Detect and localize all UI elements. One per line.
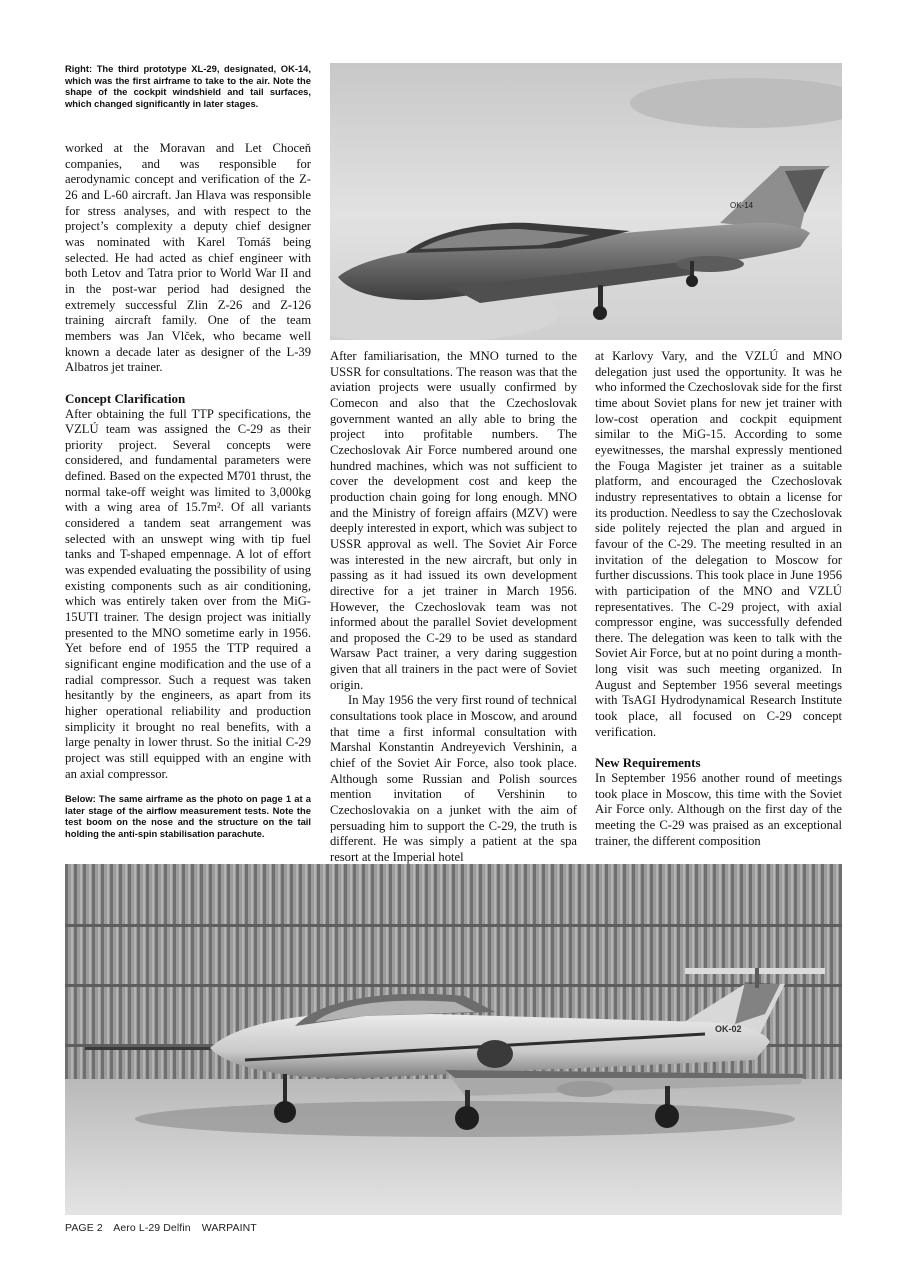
publication-title: Aero L-29 Delfin (113, 1222, 191, 1234)
page-footer (65, 1222, 265, 1234)
column-1 (65, 141, 311, 782)
series-name: WARPAINT (201, 1222, 257, 1234)
top-photo-caption: Right: The third prototype XL-29, designated, OK-14, which was the first airframe to take to the air. Note the shape of the cockpit windshield and tail surfaces, which changed significantly in later stages. (65, 63, 311, 109)
column-3 (595, 349, 842, 849)
page-number: PAGE 2 (65, 1222, 103, 1234)
bottom-photo-caption: Below: The same airframe as the photo on page 1 at a later stage of the airflow measurement tests. Note the test boom on the nose and the structure on the tail holding the anti-spin stabilisation parachute. (65, 793, 311, 839)
bottom-photo-l29-on-ground (65, 864, 842, 1215)
column-1-paragraph-1: worked at the Moravan and Let Choceň companies, and was responsible for aerodynamic concept and verification of the Z-26 and L-60 aircraft. Jan Hlava was responsible for stress analyses, and with respect to the project’s complexity a deputy chief designer was nominated with Karel Tomáš being selected. He had acted as chief engineer with both Letov and Tatra prior to World War II and in the post-war period had designed the extremely successful Zlin Z-26 and Z-126 training aircraft family. One of the team members was Jan Vlček, who became well known a decade later as designer of the L-39 Albatros jet trainer. (65, 141, 311, 375)
column-2-paragraph-2: In May 1956 the very first round of technical consultations took place in Moscow, and around that time a first informal consultation with Marshal Konstantin Andreyevich Vershinin, a chief of the Soviet Air Force, also took place. Although some Russian and Polish sources mention invitation of Vershinin to Czechoslovakia on a junket with the aim of persuading him to support the C-29, the truth is different. He was simply a patient at the spa resort at the Imperial hotel (330, 693, 577, 864)
column-2 (330, 349, 577, 866)
column-1-paragraph-2: After obtaining the full TTP specifications, the VZLÚ team was assigned the C-29 as their priority project. Several concepts were considered, and fundamental parameters were defined. Based on the expected M701 thrust, the normal take-off weight was limited to 3,000kg with a wing area of 15.7m². Of all variants considered a tandem seat arrangement was selected with an unswept wing with tip fuel tanks and T-shaped empennage. A lot of effort was expended evaluating the possibility of using existing components such as air conditioning, which was entirely taken over from the MiG-15UTI trainer. The design project was initially presented to the MNO sometime early in 1956. Yet before end of 1955 the TTP required a significant engine modification and the use of a radial compressor. Such a request was taken hesitantly by the engineers, as apart from its higher operational reliability and production simplicity it brought no real benefits, with a large penalty in lower thrust. So the initial C-29 project was still equipped with an engine with an axial compressor. (65, 406, 311, 781)
column-2-paragraph-1: After familiarisation, the MNO turned to the USSR for consultations. The reason was that the aviation projects were usually confirmed by Comecon and also that the Czechoslovak government wanted an ally able to bring the project into profitable numbers. The Czechoslovak Air Force numbered around one hundred machines, which was not sufficient to cover the development cost and keep the production chain going for long enough. MNO and the Ministry of foreign affairs (MZV) were deeply interested in export, which was subject to USSR approval as well. The Soviet Air Force was interested in the new aircraft, but only in passing as it had issued its own development directive for a jet trainer in March 1956. However, the Czechoslovak team was not informed about the parallel Soviet development and proposed the C-29 to be used as standard Warsaw Pact trainer, a very daring suggestion given that all trainers in the pact were of Soviet origin. (330, 349, 577, 692)
heading-new-requirements: New Requirements (595, 755, 701, 771)
column-3-paragraph-1: at Karlovy Vary, and the VZLÚ and MNO delegation just used the opportunity. It was he who informed the Czechoslovak side for the first time about Soviet plans for new jet trainer with low-cost operation and cockpit equipment similar to the MiG-15. According to some eyewitnesses, the marshal expressly mentioned the Fouga Magister jet trainer as a suitable platform, and encouraged the Czechoslovak industry representatives to obtain a license for its production. Needless to say the Czechoslovak side politely rejected the plan and argued in favour of the C-29. The meeting resulted in an invitation of the delegation to Moscow for further discussions. This took place in June 1956 with participation of the MNO and VZLÚ representatives. The C-29 project, with axial compressor engine, was successfully defended there. The delegation was keen to talk with the Soviet Air Force, but at no point during a month-long visit was such meeting organized. In August and September 1956 several meetings with TsAGI Hydrodynamical Research Institute took place, all focused on C-29 concept verification. (595, 349, 842, 739)
bottom-photo-registration: OK-02 (715, 1024, 742, 1034)
column-3-paragraph-2: In September 1956 another round of meetings took place in Moscow, this time with the Soviet Air Force only. Although on the first day of the meeting the C-29 was praised as an exceptional trainer, the different composition (595, 771, 842, 848)
l29-ground-illustration (65, 864, 842, 1215)
heading-concept-clarification: Concept Clarification (65, 390, 186, 406)
top-photo-registration: OK-14 (730, 201, 754, 210)
top-photo-xl29-in-flight (330, 63, 842, 340)
xl29-flight-illustration (330, 63, 842, 340)
